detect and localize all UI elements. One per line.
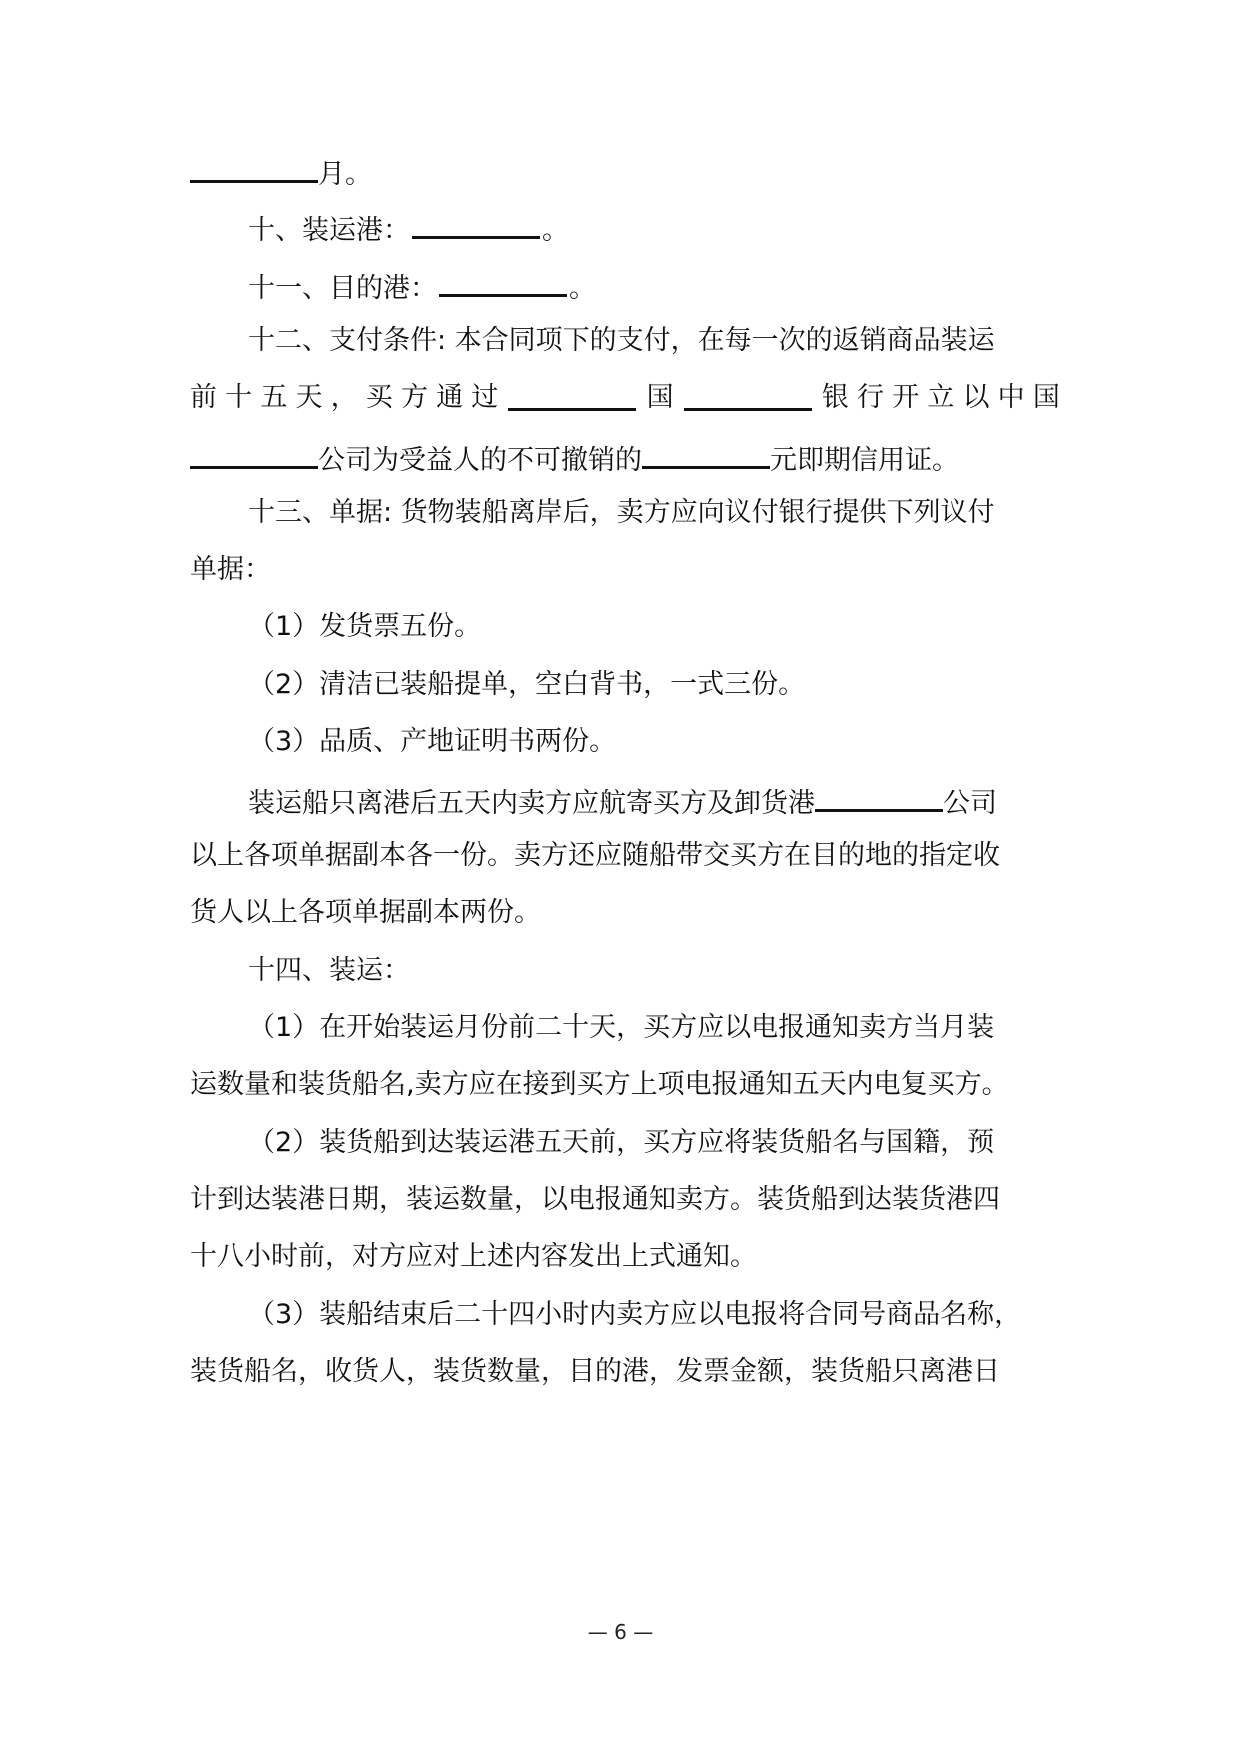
fill-in-blank bbox=[412, 206, 540, 239]
line-text: 十八小时前，对方应对上述内容发出上式通知。 bbox=[190, 1241, 757, 1272]
line-text: 公司为受益人的不可撤销的 bbox=[318, 445, 642, 476]
line-text: 十、装运港： bbox=[248, 215, 410, 246]
line-char: 方 bbox=[400, 382, 428, 413]
line-char: 十 bbox=[225, 382, 253, 413]
fill-in-blank bbox=[684, 378, 812, 411]
line-text: 装运船只离港后五天内卖方应航寄买方及卸货港 bbox=[248, 788, 815, 819]
line-text: 十一、目的港： bbox=[248, 273, 437, 304]
line-text: 以上各项单据副本各一份。卖方还应随船带交买方在目的地的指定收 bbox=[190, 840, 1000, 871]
line-text: （3）品质、产地证明书两份。 bbox=[248, 726, 617, 757]
text-line bbox=[190, 550, 1060, 590]
line-text: 月。 bbox=[318, 159, 372, 190]
line-text: 装货船名，收货人，装货数量，目的港，发票金额，装货船只离港日 bbox=[190, 1356, 1000, 1387]
fill-in-blank bbox=[190, 436, 318, 469]
text-line bbox=[190, 378, 1060, 418]
text-line bbox=[248, 951, 1118, 991]
line-text: 元即期信用证。 bbox=[770, 445, 959, 476]
fill-in-blank bbox=[439, 264, 567, 297]
line-char: ， bbox=[330, 382, 358, 413]
fill-in-blank bbox=[508, 378, 636, 411]
text-line bbox=[248, 665, 1118, 705]
line-text: 。 bbox=[542, 215, 569, 246]
line-char: 行 bbox=[857, 382, 885, 413]
line-char: 通 bbox=[436, 382, 464, 413]
text-line bbox=[248, 1123, 1060, 1163]
line-text: 货人以上各项单据副本两份。 bbox=[190, 897, 541, 928]
text-line bbox=[248, 493, 1060, 533]
line-text: 十三、单据: 货物装船离岸后，卖方应向议付银行提供下列议付 bbox=[248, 497, 995, 528]
line-char: 国 bbox=[646, 382, 674, 413]
line-char: 买 bbox=[365, 382, 393, 413]
text-line bbox=[190, 893, 1060, 933]
line-char: 五 bbox=[260, 382, 288, 413]
line-char: 国 bbox=[1032, 382, 1060, 413]
text-line bbox=[190, 1180, 1060, 1220]
text-line bbox=[248, 1295, 1060, 1335]
text-line bbox=[190, 836, 1060, 876]
fill-in-blank bbox=[642, 436, 770, 469]
text-line bbox=[248, 1008, 1060, 1048]
line-char: 过 bbox=[471, 382, 499, 413]
text-line bbox=[190, 150, 1060, 195]
line-char: 前 bbox=[190, 382, 217, 413]
page-number: — 6 — bbox=[587, 1620, 654, 1644]
line-text: 运数量和装货船名,卖方应在接到买方上项电报通知五天内电复买方。 bbox=[190, 1069, 1009, 1100]
text-line bbox=[190, 1237, 1060, 1277]
fill-in-blank bbox=[815, 779, 943, 812]
line-text: 单据： bbox=[190, 554, 271, 585]
text-line bbox=[248, 264, 1118, 309]
line-char: 天 bbox=[295, 382, 323, 413]
line-char: 银 bbox=[821, 382, 849, 413]
line-text: 。 bbox=[569, 273, 596, 304]
line-text: 计到达装港日期，装运数量，以电报通知卖方。装货船到达装货港四 bbox=[190, 1184, 1000, 1215]
line-text: （1）在开始装运月份前二十天，买方应以电报通知卖方当月装 bbox=[248, 1012, 995, 1043]
line-text: （1）发货票五份。 bbox=[248, 611, 482, 642]
line-text: 十四、装运： bbox=[248, 955, 410, 986]
line-char: 立 bbox=[927, 382, 955, 413]
line-char: 以 bbox=[962, 382, 990, 413]
text-line bbox=[248, 607, 1118, 647]
text-line bbox=[190, 1065, 1070, 1105]
text-line bbox=[190, 436, 1060, 481]
line-text: （3）装船结束后二十四小时内卖方应以电报将合同号商品名称， bbox=[248, 1299, 1022, 1330]
line-text: （2）清洁已装船提单，空白背书，一式三份。 bbox=[248, 669, 806, 700]
line-char: 开 bbox=[892, 382, 920, 413]
line-text: 公司 bbox=[943, 788, 997, 819]
line-text: （2）装货船到达装运港五天前，买方应将装货船名与国籍，预 bbox=[248, 1127, 995, 1158]
text-line bbox=[248, 722, 1118, 762]
text-line bbox=[248, 321, 1060, 361]
line-char: 中 bbox=[997, 382, 1025, 413]
line-text: 十二、支付条件: 本合同项下的支付，在每一次的返销商品装运 bbox=[248, 325, 995, 356]
text-line bbox=[248, 206, 1118, 251]
text-line bbox=[248, 779, 1118, 824]
text-line bbox=[190, 1352, 1060, 1392]
fill-in-blank bbox=[190, 150, 318, 183]
